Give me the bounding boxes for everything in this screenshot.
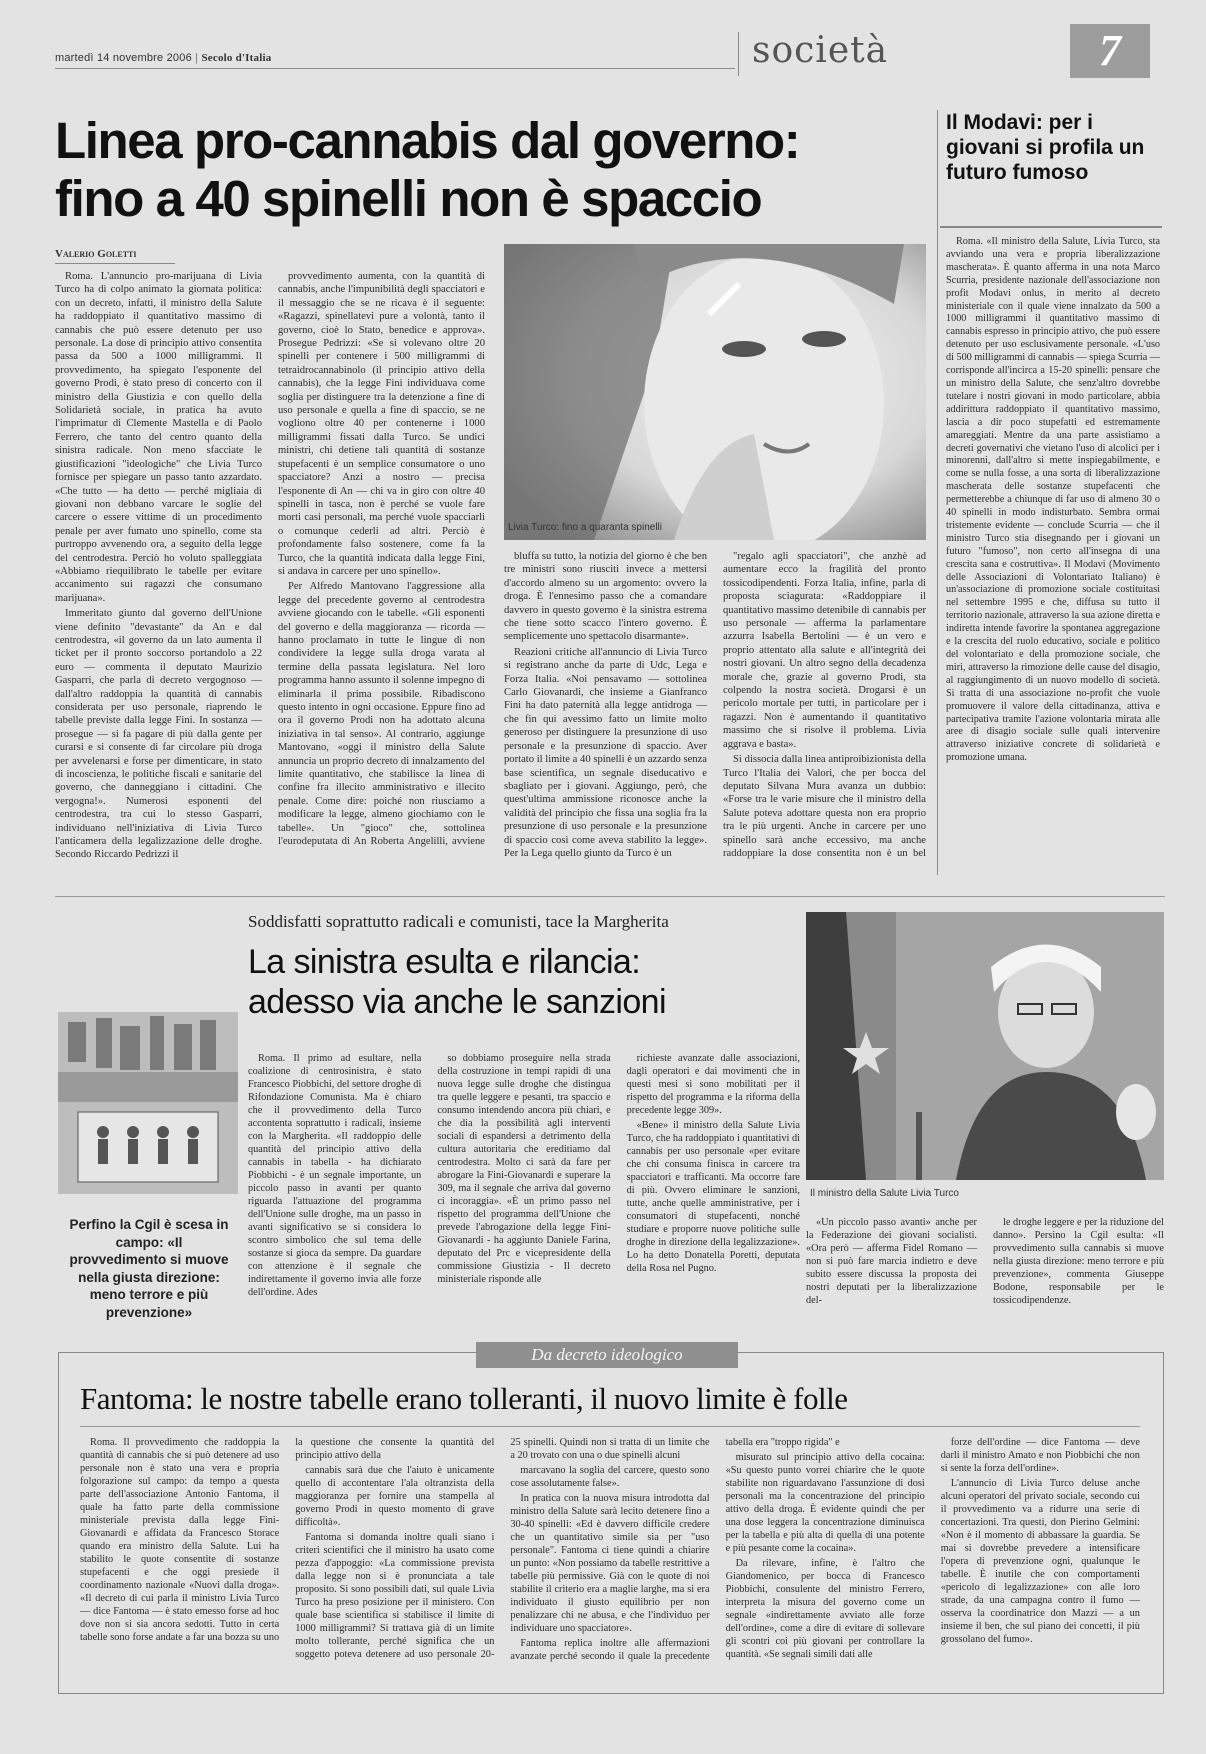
sidebar-body: Roma. «Il ministro della Salute, Livia Turco, sta avviando una vera e propria liberalizzazione mascherata». È quanto afferma in una nota Marco Scurria, presidente nazionale dell'associazione non profit Modavi onlus, in merito al decreto ministeriale con il quale viene innalzato da 500 a 1000 milligrammi il quantitativo massimo di cannabis espresso in principio attivo, che può essere detenuto per uso esclusivamente personale. «L'uso di 500 milligrammi di cannabis — spiega Scurria — corrisponde all'incirca a 15-20 spinelli: pensare che un ministro della Salute, che senz'altro dovrebbe tutelare i nostri giovani in modo particolare, abbia addirittura raddoppiato il quantitativo massimo, lascia a dir poco stupefatti ed estremamente amareggiati. Mentre da una parte assistiamo a decreti governativi che vietano l'uso di alcolici per i minorenni, dall'altro si mette inspiegabilmente, e come se nulla fosse, a una sorta di liberalizzazione mascherata delle sostanze stupefacenti che permetterebbe a chiunque di far uso di almeno 30 o 40 spinelli in modo indisturbato. Sembra ormai tristemente evidente — conclude Scurria — che il ministro Turco stia disegnando per i giovani un futuro "fumoso", non certo all'insegna di una crescita sana e costruttiva». Il Modavi (Movimento delle Associazioni di Volontariato Italiano) è un'associazione di promozione sociale costituitasi nel settembre 1995 e che, diffusa su tutto il territorio nazionale, attraverso la sua azione diretta e indiretta intende favorire la spontanea aggregazione e la crescita del ruolo educativo, sociale e politico del volontariato e della promozione sociale, che miri, attraverso la rimozione delle cause del disagio, al raggiungimento di un nuovo modello di società. Si tratta di una associazione no-profit che vuole promuovere il valore della cittadinanza, attiva e partecipativa tramite l'azione volontaria mirata alle aree di disagio sociale sulle quali intervenire attraverso iniziative concrete di solidarietà e promozione umana. xyxy=(946,236,1160,764)
cgil-demonstration-photo xyxy=(58,1012,238,1194)
main-article-body-right: bluffa su tutto, la notizia del giorno è che ben tre ministri sono riusciti invece a mettersi d'accordo almeno su un argomento: ovvero la droga. È l'ennesimo passo che a comandare davvero in questo governo è la sinistra estrema che tiene sotto scacco l'intero governo. È semplicemente uno spettacolo disarmante». Reazioni critiche all'annuncio di Livia Turco si registrano anche da parte di Udc, Lega e Forza Italia. «Noi pensavamo — sottolinea Carlo Giovanardi, che insieme a Gianfranco Fini ha dato paternità alla legge antidroga — che fin qui avessimo fatto un limite molto generoso per distinguere la presunzione di uso personale e la presunzione di spaccio. Aver portato il limite a 40 spinelli è un azzardo senza base scientifica, un segnale diseducativo e sbagliato per i giovani. Aggiungo, però, che quest'ultima ammissione riconosce anche la validità del principio che fissa una soglia fra la presunzione di uso personale e la presunzione di spaccio così come aveva stabilito la legge». Per la Lega quello giunto da Turco è un "regalo agli spacciatori", che anzhè ad aumentare ecco la fragilità del pronto tossicodipendenti. Forza Italia, infine, parla di proposta sciagurata: «Raddoppiare il quantitativo massimo detenibile di cannabis per uso personale — afferma la parlamentare azzurra Isabella Bertolini — è un vero e proprio attentato alla salute e all'integrità dei nostri giovani. Un altro segno della decadenza morale che, grazie al governo Prodi, sta colpendo la nostra società. Drogarsi è un pericolo mortale per tutti, in particolare per i ragazzi. Non è aumentando il quantitativo massimo che si risolve il problema. Livia aggrava e basta». Si dissocia dalla linea antiproibizionista della Turco l'Italia dei Valori, che per bocca del deputato Silvana Mura avanza un dubbio: «Forse tra le varie misure che il ministro della Salute poteva adottare questa non era proprio tra le più urgenti. Anche in carcere per uno spinello sarà anche eccessivo, ma anche raddoppiare la dose consentita non è un bel xyxy=(504,551,926,859)
cgil-caption: Perfino la Cgil è scesa in campo: «Il provvedimento si muove nella giusta direzione: meno terrore e più prevenzione» xyxy=(69,1217,229,1320)
second-article-body-left: Roma. Il primo ad esultare, nella coalizione di centrosinistra, è stato Francesco Piobbichi, del settore droghe di Rifondazione Comunista. Ma è chiaro che il provvedimento della Turco accontenta soprattutto i radicali, insieme con la Margherita. «Il raddoppio delle quantità del principio attivo della cannabis in tabella - ha dichiarato Piobbichi - è un segnale importante, un piccolo passo in avanti per quanto riguarda l'attuazione del programma dell'Unione sulle droghe, ma un passo in avanti significativo se si considera lo scontro simbolico che sul tema delle sostanze si gioca da sempre. Da guardare con attenzione è il segnale che indirettamente il governo invia alle forze dell'ordine. Ades so dobbiamo proseguire nella strada della costruzione in tempi rapidi di una nuova legge sulle droghe che distingua tra quelle leggere e pesanti, tra spaccio e consumo intendendo ancora più chiari, e che dia la possibilità agli interventi sociali di espandersi a detrimento della cultura autoritaria che ereditiamo dal centrodestra. Molto ci sarà da fare per abrogare la Fini-Giovanardi e superare la 309, ma il segnale che arriva dal governo ci incoraggia». «È un primo passo nel rispetto del programma dell'Unione che prevede l'abrogazione della legge Fini-Giovanardi - ha aggiunto Daniele Farina, deputato del Prc e vicepresidente della commissione Giustizia - Il decreto ministeriale risponde alle richieste avanzate dalle associazioni, dagli operatori e dai movimenti che in questi mesi si sono mobilitati per il rispetto del programma e la riforma della precedente legge 309». «Bene» il ministro della Salute Livia Turco, che ha raddoppiato i quantitativi di cannabis per uso personale «per evitare che chi consuma finisca in carcere tra spacciatori e trafficanti. Ma occorre fare di più. Ovvero eliminare le sanzioni, tutte, anche quelle amministrative, per i consumatori di stupefacenti, nonché studiare e proporre nuove politiche sulle droghe in direzione della legalizzazione». Lo ha detto Donatella Poretti, deputata della Rosa nel Pugno. xyxy=(248,1053,800,1298)
sidebar-rule xyxy=(940,226,1162,228)
turco-photo xyxy=(806,912,1164,1180)
byline-rule xyxy=(55,263,175,264)
page-number: 7 xyxy=(1070,24,1150,78)
demonstration-flags-icon xyxy=(58,1012,238,1194)
third-headline: Fantoma: le nostre tabelle erano tolleranti, il nuovo limite è folle xyxy=(80,1381,848,1416)
sidebar-divider xyxy=(937,110,938,875)
third-headline-rule xyxy=(80,1426,1140,1427)
main-byline: Valerio Goletti xyxy=(55,248,137,260)
section-rule-2 xyxy=(55,896,1165,897)
section-label: società xyxy=(752,30,889,71)
main-headline: Linea pro-cannabis dal governo: fino a 40 spinelli non è spaccio xyxy=(55,112,800,227)
main-article-body-left: Roma. L'annuncio pro-marijuana di Livia Turco ha di colpo animato la giornata politica: con un decreto, infatti, il ministro della Salute ha raddoppiato il quantitativo massimo di cannabis che può essere detenuto per uso personale. La dose di principio attivo consentita passa da 500 a 1000 milligrammi. Il provvedimento, ha spiegato l'esponente del governo Prodi, è stato preso di concerto con il ministro della Giustizia e con quello della Solidarietà sociale, in pratica ha avuto l'imprimatur di Clemente Mastella e di Paolo Ferrero, che tanto del centro quanto della sinistra radicale. Non meno sfacciate le giustificazioni "ideologiche" che Livia Turco fornisce per spiegare un passo tanto azzardato. «Che tutto — ha detto — perché migliaia di giovani non debbano varcare le soglie del carcere o essere vittime di un procedimento penale per aver fumato uno spinello, come sta purtroppo avvenendo ora, a seguito della legge del centrodestra. Perciò ho voluto spalleggiata «Abbiamo riequilibrato le tabelle per evitare accanimento sui ragazzi che consumano marijuana». Immeritato giunto dal governo dell'Unione viene definito "devastante" da An e dal centrodestra, «il governo da un lato aumenta il ticket per il pronto soccorso portandolo a 22 euro — commenta il deputato Maurizio Gasparri, che parla di decreto vergognoso — dall'altro raddoppia la quantità di cannabis considerata per uso personale, riaprendo le tabelle previste dalla legge Fini. In sostanza — prosegue — si fa pagare di più dalla gente per curarsi e si consente di far circolare più droga per avvelenarsi e forse per dimenticare, in stato di incoscienza, le politiche fiscali e sanitarie del governo, che danneggiano i cittadini. Che vergogna!». Numerosi esponenti del centrodestra, tra cui lo stesso Gasparri, individuano nell'iniziativa di Livia Turco l'anticamera della legalizzazione delle droghe. Secondo Riccardo Pedrizzi il provvedimento aumenta, con la quantità di cannabis, anche l'impunibilità degli spacciatori e il messaggio che se ne ricava è il seguente: «Ragazzi, spinellatevi pure a volontà, tanto il governo, cioè lo Stato, benedice e approva». Prosegue Pedrizzi: «Se si volevano oltre 20 spinelli per contenere i 500 milligrammi di tetraidrocannabinolo (il principio attivo della cannabis), che la legge Fini individuava come soglia per distinguere tra la detenzione a fine di uso personale e quella a fine di spaccio, se ne vogliono oltre 40 per contenerne i 1000 milligrammi fissati dalla Turco. Se undici ministri, chi detiene tali quantità di sostanze stupefacenti è un semplice consumatore o uno spacciatore? Anzi a nostro — precisa l'esponente di An — chi va in giro con oltre 40 spinelli in tasca, non è perché se vuole fare morti casi personali, ma perché vuole spacciarli o comunque cederli ad altri. Perciò è profondamente falso sostenere, come fa la Turco, che la quantità indicata dalla legge Fini, si andava in carcere per uno spinello». Per Alfredo Mantovano l'aggressione alla legge del precedente governo al centrodestra avviene giocando con le tabelle. «Gli esponenti del governo e della maggioranza — ricorda — hanno proclamato in tutte le lingue di non condividere la legge sulla droga varata al termine della passata legislatura. Nel loro programma hanno assunto il solenne impegno di eliminarla il prima possibile. Ribadiscono questo intento in ogni occasione. Eppure fino ad ora il governo Prodi non ha adottato alcuna iniziativa in tal senso». Al contrario, aggiunge Mantovano, «oggi il ministro della Salute annuncia un proprio decreto di innalzamento del limite quantitativo, che stabilisce la linea di confine fra illecito amministrativo e illecito penale. Come dire: poiché non riusciamo a modificare la legge, almeno giochiamo con le tabelle». Un "gioco" che, sottolinea l'eurodeputata di An Roberta Angelilli, avviene xyxy=(55,271,485,861)
woman-smoking-photo-icon xyxy=(504,244,926,540)
turco-photo-caption: Il ministro della Salute Livia Turco xyxy=(810,1188,959,1199)
minister-portrait-icon xyxy=(806,912,1164,1180)
masthead-rule xyxy=(55,68,735,69)
second-kicker: Soddisfatti soprattutto radicali e comunisti, tace la Margherita xyxy=(248,912,669,931)
main-photo xyxy=(504,244,926,540)
third-article-body: Roma. Il provvedimento che raddoppia la quantità di cannabis che si può detenere ad uso personale non è stato una vera e propria folgorazione sul campo: da tempo a questa parte dell'associazione Antonio Fantoma, il quale ha fatto parte della commissione ministeriale prevista dalla legge Fini-Giovanardi e affidata da Francesco Storace quando era ministro della Salute. Lui ha stabilito le quote consentite di sostanze stupefacenti e che oggi presiede il coordinamento nazionale «Nuovi dalla droga». «Il decreto di cui parla il ministro Livia Turco — dice Fantoma — è stato emesso forse ad hoc dove non si sia ancora sedotti. Tutto in certa tabelle sono forse andate a far una bozza su uno la questione che consente la quantità del principio attivo della cannabis sarà due che l'aiuto è unicamente quello di accontentare l'ala oltranzista della maggioranza per fornire una stampella al governo Prodi in questo momento di grave difficoltà». Fantoma si domanda inoltre quali siano i criteri scientifici che il ministro ha usato come pezza d'appoggio: «La commissione prevista dalla legge non si è pronunciata a tale proposito. Si sono possibili dati, sul quale Livia Turco ha preso posizione per il ministero. Con quale base scientifica si stabilisce il limite di 1000 milligrammi? Si trattava già di un limite molto tollerante, perché significa che un soggetto poteva detenere ad uso personale 20-25 spinelli. Quindi non si tratta di un limite che a 20 trovato con una o due spinelli alcuni marcavano la soglia del carcere, questo sono cose assolutamente false». In pratica con la nuova misura introdotta dal ministro della Salute sarà lecito detenere fino a 30-40 spinelli: «Ed è davvero difficile credere che un quantitativo simile sia per "uso personale". Fantoma ci tiene quindi a chiarire un punto: «Non possiamo da tabelle restrittive a tabelle più permissive. Già con le quote di noi stabilite il criterio era a maglie larghe, ma si era individuato il giusto equilibrio per non penalizzare chi ne abusa, e che l'individuo per individuare uno spacciatore». Fantoma replica inoltre alle affermazioni avanzate perché secondo il quale la precedente tabella era "troppo rigida" e misurato sul principio attivo della cocaina: «Su questo punto vorrei chiarire che le quote stabilite non riguardavano l'assunzione di dosi personali ma la concentrazione del principio attivo della droga. È evidente quindi che per una dose leggera la concentrazione diminuisca per la tabella e più alta di quella di una potente e più pesante come la cocaina». Da rilevare, infine, è l'altro che Giandomenico, per bocca di Francesco Piobbichi, consulente del ministro Ferrero, interpreta la misura del governo come un segnale «indirettamente avviato alle forze dell'ordine», come a dire di evitare di sollevare gli scontri coi più giovani per controllare la quantità. «Se segnali simili dati alle forze dell'ordine — dice Fantoma — deve darli il ministro Amato e non Piobbichi che non si sente la forza dell'ordine». L'annuncio di Livia Turco deluse anche alcuni operatori del privato sociale, secondo cui il provvedimento va a ridurre una serie di concertazioni. Tra questi, don Pierino Gelmini: «Non è il momento di abbassare la guardia. Se mai si dovrebbe prevedere a intensificare l'opera di prevenzione ogni, qualunque le tabelle. È inutile che con comportamenti «pericolo di legalizzazione» con alle loro strade, da una campagna contro il fumo — osserva la coordinatrice don Mazzi — a un insieme il ben, che sul piano dei concetti, il più grossolano del fumo». xyxy=(80,1437,1140,1662)
masthead-paper: Secolo d'Italia xyxy=(201,52,272,64)
second-article-body-right: «Un piccolo passo avanti» anche per la Federazione dei giovani socialisti. «Ora però — afferma Fidel Romano — non si può fare marcia indietro e deve subito essere discussa la proposta dei nostri deputati per la liberalizzazione del- le droghe leggere e per la riduzione del danno». Persino la Cgil esulta: «Il provvedimento sulla cannabis si muove nella giusta direzione: meno terrore e più prevenzione», commenta Giuseppe Bodone, responsabile per le tossicodipendenze. xyxy=(806,1217,1164,1306)
main-photo-caption: Livia Turco: fino a quaranta spinelli xyxy=(508,522,662,533)
third-banner: Da decreto ideologico xyxy=(476,1342,738,1368)
second-headline: La sinistra esulta e rilancia: adesso via anche le sanzioni xyxy=(248,943,666,1021)
masthead-dateline: martedì 14 novembre 2006 | Secolo d'Italia xyxy=(55,52,272,64)
sidebar-title: Il Modavi: per i giovani si profila un futuro fumoso xyxy=(946,111,1145,184)
section-divider xyxy=(738,32,739,76)
